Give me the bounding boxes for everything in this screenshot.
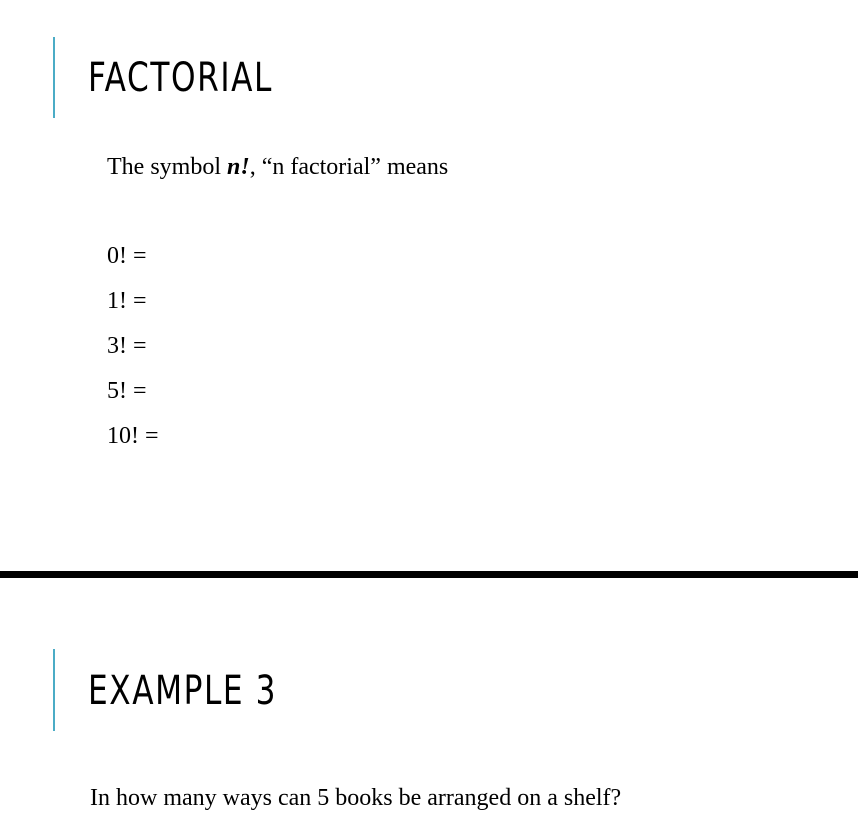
factorial-symbol: n!: [227, 154, 250, 180]
factorial-definition: [107, 152, 448, 182]
equation-item: 3! =: [107, 333, 147, 359]
title-accent-bar: [53, 37, 55, 118]
example-question: In how many ways can 5 books be arranged on a shelf?: [90, 785, 622, 811]
equation-item: 5! =: [107, 378, 147, 404]
slide-title: FACTORIAL: [88, 55, 273, 101]
title-accent-bar: [53, 649, 55, 731]
slide-example-3: [0, 578, 858, 836]
equation-item: 0! =: [107, 243, 147, 269]
equation-item: 1! =: [107, 288, 147, 314]
definition-prefix: The symbol: [107, 154, 227, 180]
definition-suffix: , “n factorial” means: [249, 154, 449, 180]
slide-divider: [0, 571, 858, 578]
slide-title: EXAMPLE 3: [88, 668, 278, 714]
equation-list: [107, 241, 159, 466]
equation-item: 10! =: [107, 423, 159, 449]
